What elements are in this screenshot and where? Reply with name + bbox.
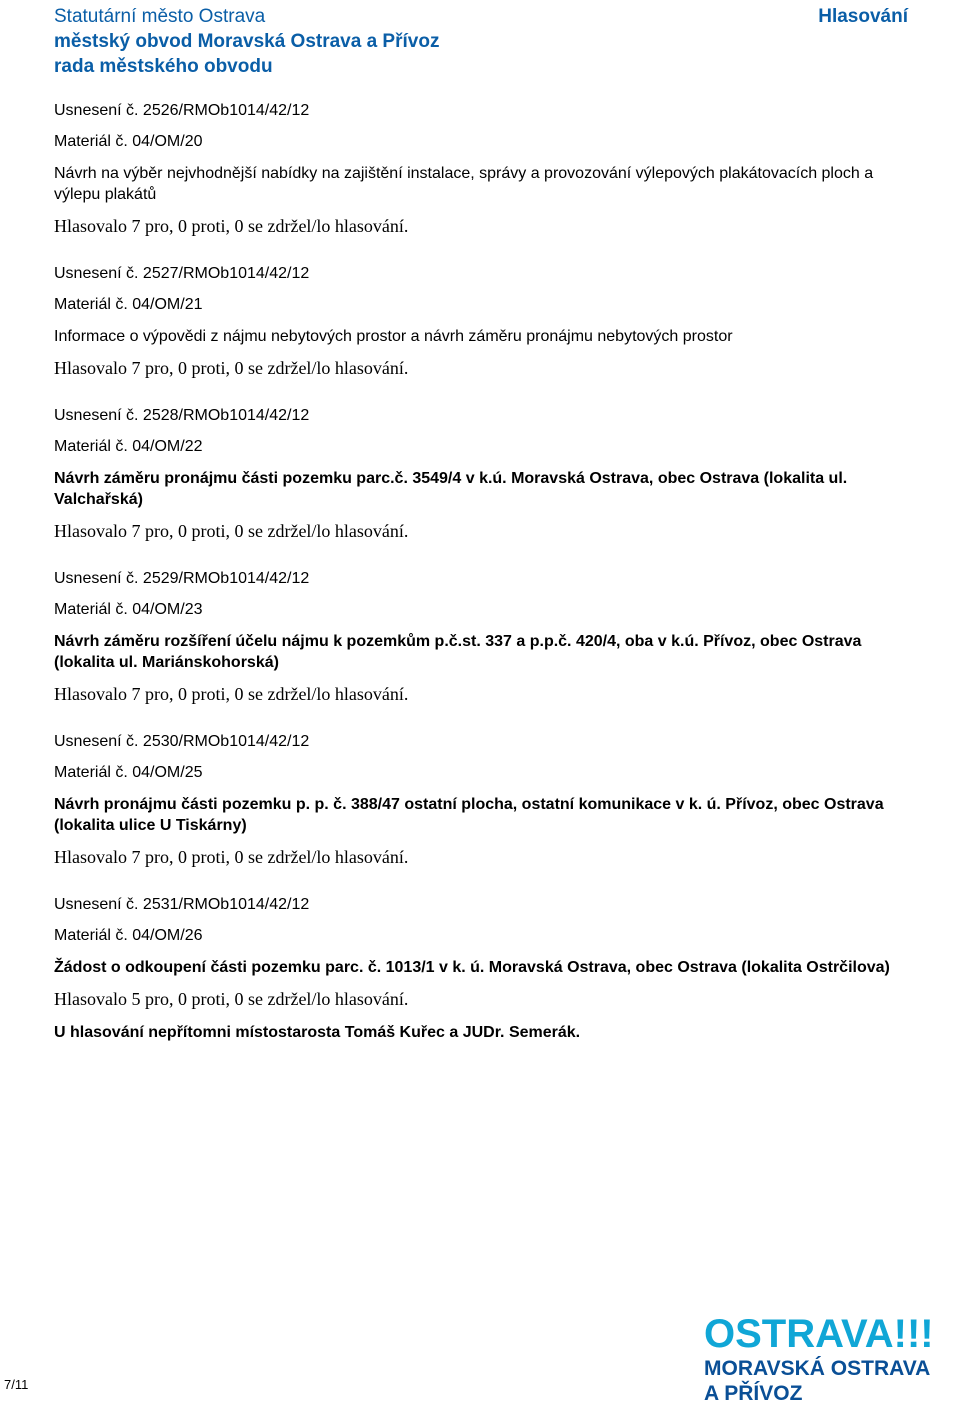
absence-note: U hlasování nepřítomni místostarosta Tomáš Kuřec a JUDr. Semerák. xyxy=(54,1024,581,1041)
resolution-number: Usnesení č. 2530/RMOb1014/42/12 xyxy=(54,733,310,750)
resolution-title: Návrh záměru pronájmu části pozemku parc.č. 3549/4 v k.ú. Moravská Ostrava, obec Ostrava (lokalita ul. Valchařská) xyxy=(54,470,848,508)
resolution-title: Žádost o odkoupení části pozemku parc. č. 1013/1 v k. ú. Moravská Ostrava, obec Ostrava (lokalita Ostrčilova) xyxy=(54,959,890,976)
resolution-item xyxy=(54,264,904,380)
vote-result: Hlasovalo 7 pro, 0 proti, 0 se zdržel/lo hlasování. xyxy=(54,358,409,378)
resolution-number: Usnesení č. 2529/RMOb1014/42/12 xyxy=(54,570,310,587)
resolution-title: Návrh záměru rozšíření účelu nájmu k pozemkům p.č.st. 337 a p.p.č. 420/4, oba v k.ú. Přívoz, obec Ostrava (lokalita ul. Mariánskohorská) xyxy=(54,633,862,671)
vote-result: Hlasovalo 7 pro, 0 proti, 0 se zdržel/lo hlasování. xyxy=(54,684,409,704)
resolution-title: Informace o výpovědi z nájmu nebytových prostor a návrh záměru pronájmu nebytových prostor xyxy=(54,328,733,345)
resolution-title: Návrh pronájmu části pozemku p. p. č. 388/47 ostatní plocha, ostatní komunikace v k. ú. Přívoz, obec Ostrava (lokalita ulice U Tiskárny) xyxy=(54,796,884,834)
vote-result: Hlasovalo 7 pro, 0 proti, 0 se zdržel/lo hlasování. xyxy=(54,216,409,236)
material-number: Materiál č. 04/OM/23 xyxy=(54,601,203,618)
header-council: rada městského obvodu xyxy=(54,56,273,77)
resolution-title: Návrh na výběr nejvhodnější nabídky na zajištění instalace, správy a provozování výlepových plakátovacích ploch a výlepu plakátů xyxy=(54,165,874,203)
material-number: Materiál č. 04/OM/20 xyxy=(54,133,203,150)
page-number: 7/11 xyxy=(4,1377,29,1392)
vote-result: Hlasovalo 5 pro, 0 proti, 0 se zdržel/lo hlasování. xyxy=(54,989,409,1009)
material-number: Materiál č. 04/OM/26 xyxy=(54,927,203,944)
resolution-item xyxy=(54,895,904,1011)
resolution-number: Usnesení č. 2531/RMOb1014/42/12 xyxy=(54,896,310,913)
resolution-number: Usnesení č. 2528/RMOb1014/42/12 xyxy=(54,407,310,424)
resolution-number: Usnesení č. 2526/RMOb1014/42/12 xyxy=(54,102,310,119)
resolution-number: Usnesení č. 2527/RMOb1014/42/12 xyxy=(54,265,310,282)
vote-result: Hlasovalo 7 pro, 0 proti, 0 se zdržel/lo hlasování. xyxy=(54,847,409,867)
logo-district-line1: MORAVSKÁ OSTRAVA xyxy=(704,1357,931,1380)
vote-result: Hlasovalo 7 pro, 0 proti, 0 se zdržel/lo hlasování. xyxy=(54,521,409,541)
material-number: Materiál č. 04/OM/25 xyxy=(54,764,203,781)
document-header xyxy=(54,4,439,79)
header-city: Statutární město Ostrava xyxy=(54,6,266,27)
resolutions-list xyxy=(54,101,904,1043)
resolution-item xyxy=(54,406,904,543)
header-section-title: Hlasování xyxy=(818,6,908,27)
logo-district-line2: A PŘÍVOZ xyxy=(704,1382,803,1405)
material-number: Materiál č. 04/OM/22 xyxy=(54,438,203,455)
header-district: městský obvod Moravská Ostrava a Přívoz xyxy=(54,31,440,52)
resolution-item xyxy=(54,569,904,706)
resolution-item xyxy=(54,732,904,869)
district-logo xyxy=(704,1312,934,1406)
resolution-item xyxy=(54,101,904,238)
material-number: Materiál č. 04/OM/21 xyxy=(54,296,203,313)
logo-wordmark: OSTRAVA!!! xyxy=(704,1312,934,1356)
